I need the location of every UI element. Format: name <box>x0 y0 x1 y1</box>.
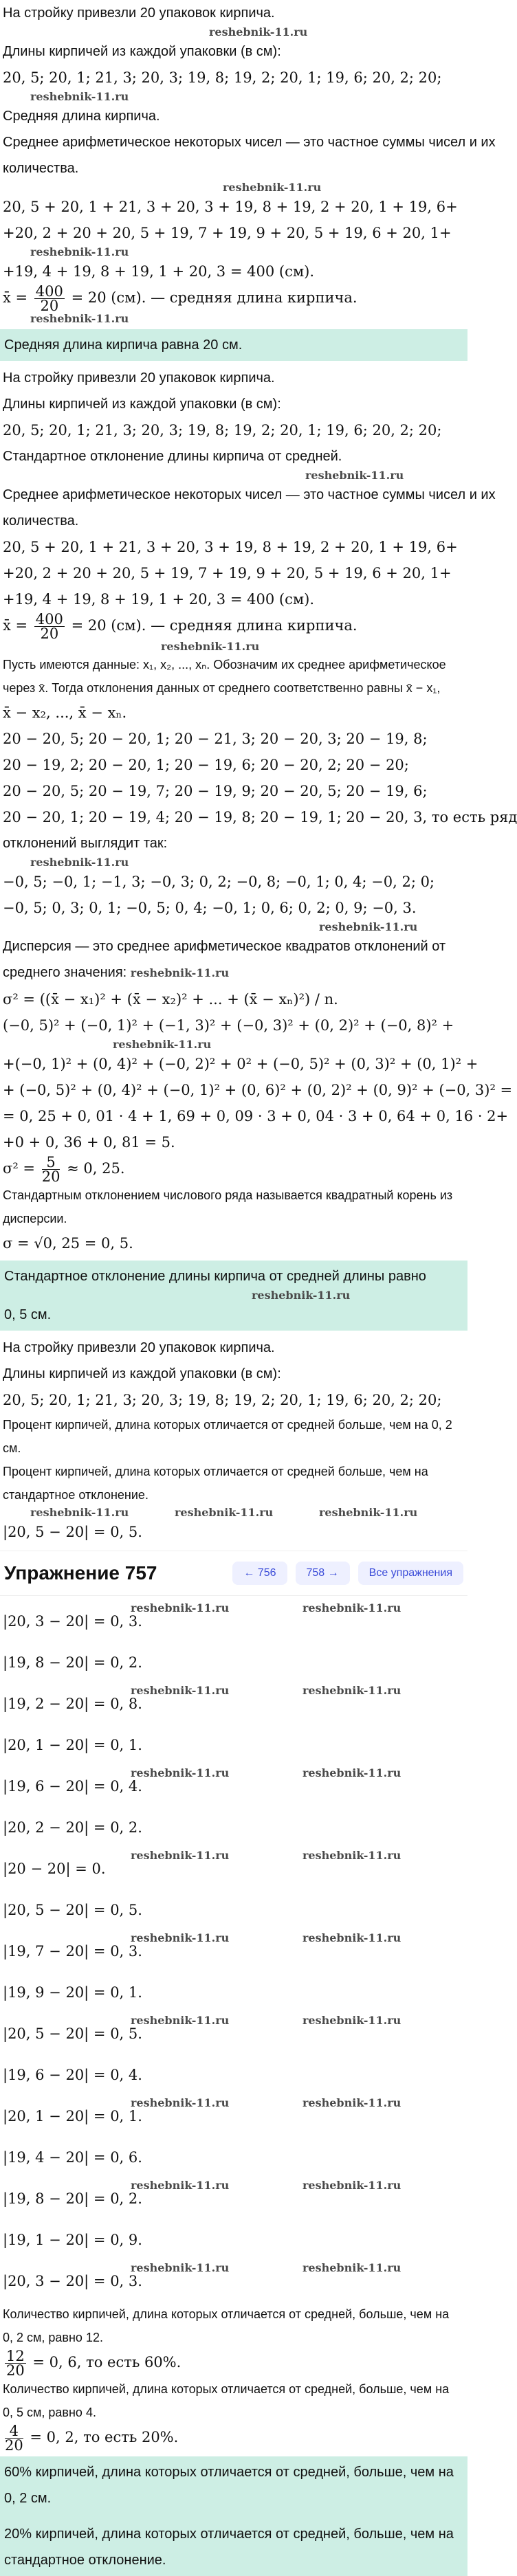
squares-line: + (−0, 5)² + (0, 4)² + (−0, 1)² + (0, 6)² + (0, 2)² + (0, 9)² + (−0, 3)² = <box>3 1082 513 1098</box>
abs-difference-row <box>0 1725 468 1766</box>
abs-difference: |19, 6 − 20| = 0, 4. <box>3 1778 142 1795</box>
part-std <box>0 365 517 1256</box>
data-given: x̄ − x₂, ..., x̄ − xₙ. <box>3 704 127 721</box>
abs-difference: |20, 2 − 20| = 0, 2. <box>3 1819 142 1836</box>
variance-formula: σ² = ((x̄ − x₁)² + (x̄ − x₂)² + ... + (x̄ − xₙ)²) / n. <box>3 991 338 1008</box>
watermark: reshebnik-11.ru <box>302 2261 402 2274</box>
abs-difference: |19, 6 − 20| = 0, 4. <box>3 2067 142 2083</box>
abs-differences-list <box>0 1601 468 2302</box>
part-percent <box>0 1335 468 1545</box>
lengths-label: Длины кирпичей из каждой упаковки (в см): <box>3 1366 281 1381</box>
sum-line: 20, 5 + 20, 1 + 21, 3 + 20, 3 + 19, 8 + 19, 2 + 20, 1 + 19, 6+ <box>3 199 458 215</box>
deviation-line: 20 − 20, 1; 20 − 19, 4; 20 − 19, 8; 20 − 19, 1; 20 − 20, 3, то есть ряд <box>3 809 517 825</box>
answer-text: стандартное отклонение. <box>4 2553 166 2568</box>
intro-text: На стройку привезли 20 упаковок кирпича. <box>3 1340 275 1355</box>
answer-mean <box>0 329 468 361</box>
abs-difference-row <box>0 1601 468 1643</box>
answer-text: 0, 2 см. <box>4 2491 52 2506</box>
squares-line: (−0, 5)² + (−0, 1)² + (−1, 3)² + (−0, 3)² + (0, 2)² + (−0, 8)² + <box>3 1017 454 1034</box>
subtitle: Средняя длина кирпича. <box>3 109 160 124</box>
watermark: reshebnik-11.ru <box>175 1506 274 1519</box>
abs-difference: |20, 5 − 20| = 0, 5. <box>3 2025 142 2042</box>
abs-difference: |20, 3 − 20| = 0, 3. <box>3 1613 142 1630</box>
abs-difference-row <box>0 1766 468 1808</box>
squares-line: = 0, 25 + 0, 01 · 4 + 1, 69 + 0, 09 · 3 + 0, 04 · 3 + 0, 64 + 0, 16 · 2+ <box>3 1108 509 1124</box>
abs-difference: |19, 2 − 20| = 0, 8. <box>3 1696 142 1712</box>
question-text: см. <box>3 1441 21 1455</box>
abs-difference: |19, 9 − 20| = 0, 1. <box>3 1984 142 2001</box>
watermark: reshebnik-11.ru <box>131 2014 230 2027</box>
abs-difference: |19, 7 − 20| = 0, 3. <box>3 1943 142 1959</box>
mean-definition: количества. <box>3 161 79 176</box>
abs-difference: |19, 8 − 20| = 0, 2. <box>3 1654 142 1671</box>
abs-difference: |19, 8 − 20| = 0, 2. <box>3 2190 142 2207</box>
watermark: reshebnik-11.ru <box>302 1849 402 1862</box>
lengths-list: 20, 5; 20, 1; 21, 3; 20, 3; 19, 8; 19, 2; 20, 1; 19, 6; 20, 2; 20; <box>3 422 442 438</box>
abs-difference: |19, 1 − 20| = 0, 9. <box>3 2232 142 2248</box>
abs-difference-row <box>0 2138 468 2179</box>
watermark: reshebnik-11.ru <box>252 1289 351 1302</box>
subtitle: Стандартное отклонение длины кирпича от средней. <box>3 449 342 464</box>
exercise-title: Упражнение 757 <box>4 1562 157 1584</box>
deviations-list: −0, 5; −0, 1; −1, 3; −0, 3; 0, 2; −0, 8; −0, 1; 0, 4; −0, 2; 0; <box>3 874 435 890</box>
abs-difference-row <box>0 1808 468 1849</box>
percent-calc: $\frac{12}{20}$ = 0, 6, то есть 60%. <box>6 2348 182 2379</box>
std-value: σ = √0, 25 = 0, 5. <box>3 1235 133 1252</box>
abs-difference: |20 − 20| = 0. <box>3 1861 106 1877</box>
watermark: reshebnik-11.ru <box>319 920 418 933</box>
lengths-list: 20, 5; 20, 1; 21, 3; 20, 3; 19, 8; 19, 2; 20, 1; 19, 6; 20, 2; 20; <box>3 1392 442 1408</box>
part-mean <box>0 0 496 325</box>
abs-difference-row <box>0 1684 468 1725</box>
abs-difference-row <box>0 2014 468 2055</box>
abs-difference: |20, 1 − 20| = 0, 1. <box>3 2108 142 2124</box>
abs-difference: |20, 5 − 20| = 0, 5. <box>3 1524 142 1540</box>
task-text: стандартное отклонение. <box>3 1488 148 1502</box>
watermark: reshebnik-11.ru <box>30 856 129 869</box>
abs-difference-row <box>0 1643 468 1684</box>
variance-definition: Дисперсия — это среднее арифметическое квадратов отклонений от <box>3 939 446 954</box>
data-given: через x̄. Тогда отклонения данных от среднего соответственно равны x̄ − x₁, <box>3 681 441 695</box>
sum-line: 20, 5 + 20, 1 + 21, 3 + 20, 3 + 19, 8 + 19, 2 + 20, 1 + 19, 6+ <box>3 539 458 555</box>
abs-difference-row <box>0 2220 468 2261</box>
abs-difference-row <box>0 1973 468 2014</box>
data-given: Пусть имеются данные: x₁, x₂, ..., xₙ. Обозначим их среднее арифметическое <box>3 658 446 671</box>
mean-definition: Среднее арифметическое некоторых чисел — это частное суммы чисел и их <box>3 487 496 502</box>
answer-percent <box>0 2456 468 2576</box>
watermark: reshebnik-11.ru <box>131 1601 230 1614</box>
sum-line: +19, 4 + 19, 8 + 19, 1 + 20, 3 = 400 (см). <box>3 591 315 608</box>
answer-text: 20% кирпичей, длина которых отличается от средней, больше, чем на <box>4 2527 454 2542</box>
watermark: reshebnik-11.ru <box>30 312 129 325</box>
intro-text: На стройку привезли 20 упаковок кирпича. <box>3 5 275 21</box>
count-text: 0, 2 см, равно 12. <box>3 2331 103 2344</box>
watermark: reshebnik-11.ru <box>302 2096 402 2109</box>
mean-calc: x̄ = $\frac{400}{20}$ = 20 (см). — средняя длина кирпича. <box>3 283 358 314</box>
watermark: reshebnik-11.ru <box>223 181 322 194</box>
watermark: reshebnik-11.ru <box>30 90 129 103</box>
abs-difference: |20, 5 − 20| = 0, 5. <box>3 1902 142 1918</box>
variance-definition: среднего значения: reshebnik-11.ru <box>3 959 465 986</box>
deviations-list: −0, 5; 0, 3; 0, 1; −0, 5; 0, 4; −0, 1; 0, 6; 0, 2; 0, 9; −0, 3. <box>3 900 417 916</box>
answer-text: 0, 5 см. <box>4 1307 52 1322</box>
task-text: Процент кирпичей, длина которых отличается от средней больше, чем на <box>3 1465 428 1478</box>
lengths-list: 20, 5; 20, 1; 21, 3; 20, 3; 19, 8; 19, 2; 20, 1; 19, 6; 20, 2; 20; <box>3 69 442 86</box>
exercise-header <box>0 1551 468 1596</box>
watermark: reshebnik-11.ru <box>305 469 404 482</box>
std-definition: дисперсии. <box>3 1212 67 1225</box>
watermark: reshebnik-11.ru <box>131 2179 230 2192</box>
mean-definition: количества. <box>3 513 79 529</box>
watermark: reshebnik-11.ru <box>302 1766 402 1779</box>
watermark: reshebnik-11.ru <box>161 640 260 653</box>
watermark: reshebnik-11.ru <box>209 25 308 38</box>
all-exercises-button[interactable]: Все упражнения <box>358 1562 463 1585</box>
lengths-label: Длины кирпичей из каждой упаковки (в см): <box>3 44 281 59</box>
percent-calc: $\frac{4}{20}$ = 0, 2, то есть 20%. <box>5 2423 179 2454</box>
count-text: Количество кирпичей, длина которых отличается от средней, больше, чем на <box>3 2307 450 2321</box>
abs-difference-row <box>0 2055 468 2096</box>
abs-difference-row <box>0 2179 468 2220</box>
abs-difference: |19, 4 − 20| = 0, 6. <box>3 2149 142 2166</box>
std-definition: Стандартным отклонением числового ряда называется квадратный корень из <box>3 1188 453 1202</box>
sum-line: +20, 2 + 20 + 20, 5 + 19, 7 + 19, 9 + 20, 5 + 19, 6 + 20, 1+ <box>3 565 452 581</box>
abs-difference-row <box>0 2261 468 2302</box>
sum-line: +19, 4 + 19, 8 + 19, 1 + 20, 3 = 400 (см). <box>3 263 315 280</box>
mean-calc: x̄ = $\frac{400}{20}$ = 20 (см). — средняя длина кирпича. <box>3 611 358 642</box>
abs-difference-row <box>0 1931 468 1973</box>
watermark: reshebnik-11.ru <box>30 245 129 258</box>
watermark: reshebnik-11.ru <box>130 966 230 979</box>
watermark: reshebnik-11.ru <box>302 2014 402 2027</box>
watermark: reshebnik-11.ru <box>302 1684 402 1697</box>
prev-exercise-button[interactable]: ← 756 <box>232 1562 287 1585</box>
answer-text: Средняя длина кирпича равна 20 см. <box>4 337 243 353</box>
deviation-line: отклонений выглядит так: <box>3 836 168 851</box>
answer-text: Стандартное отклонение длины кирпича от средней длины равно <box>4 1269 426 1284</box>
watermark: reshebnik-11.ru <box>113 1038 212 1051</box>
answer-text: 60% кирпичей, длина которых отличается от средней, больше, чем на <box>4 2465 454 2480</box>
watermark: reshebnik-11.ru <box>131 2261 230 2274</box>
watermark: reshebnik-11.ru <box>302 1931 402 1944</box>
abs-difference: |20, 3 − 20| = 0, 3. <box>3 2273 142 2289</box>
percent-results <box>0 2302 468 2452</box>
squares-line: +0 + 0, 36 + 0, 81 = 5. <box>3 1134 175 1151</box>
watermark: reshebnik-11.ru <box>131 1931 230 1944</box>
watermark: reshebnik-11.ru <box>131 1766 230 1779</box>
question-text: Процент кирпичей, длина которых отличается от средней больше, чем на 0, 2 <box>3 1418 452 1432</box>
deviation-line: 20 − 20, 5; 20 − 20, 1; 20 − 21, 3; 20 − 20, 3; 20 − 19, 8; <box>3 731 428 747</box>
watermark: reshebnik-11.ru <box>30 1506 129 1519</box>
deviation-line: 20 − 20, 5; 20 − 19, 7; 20 − 19, 9; 20 − 20, 5; 20 − 19, 6; <box>3 783 428 799</box>
watermark: reshebnik-11.ru <box>302 2179 402 2192</box>
next-exercise-button[interactable]: 758 → <box>296 1562 350 1585</box>
watermark: reshebnik-11.ru <box>302 1601 402 1614</box>
squares-line: +(−0, 1)² + (0, 4)² + (−0, 2)² + 0² + (−0, 5)² + (0, 3)² + (0, 1)² + <box>3 1056 478 1072</box>
answer-std <box>0 1261 468 1331</box>
count-text: Количество кирпичей, длина которых отличается от средней, больше, чем на <box>3 2382 450 2396</box>
abs-difference-row <box>0 1890 468 1931</box>
abs-difference-row <box>0 2096 468 2138</box>
watermark: reshebnik-11.ru <box>319 1506 418 1519</box>
deviation-line: 20 − 19, 2; 20 − 20, 1; 20 − 19, 6; 20 − 20, 2; 20 − 20; <box>3 757 409 773</box>
watermark: reshebnik-11.ru <box>131 1684 230 1697</box>
watermark: reshebnik-11.ru <box>131 2096 230 2109</box>
lengths-label: Длины кирпичей из каждой упаковки (в см): <box>3 397 281 412</box>
sum-line: +20, 2 + 20 + 20, 5 + 19, 7 + 19, 9 + 20, 5 + 19, 6 + 20, 1+ <box>3 225 452 241</box>
mean-definition: Среднее арифметическое некоторых чисел — это частное суммы чисел и их <box>3 135 496 150</box>
intro-text: На стройку привезли 20 упаковок кирпича. <box>3 370 275 386</box>
abs-difference: |20, 1 − 20| = 0, 1. <box>3 1737 142 1753</box>
variance-calc: σ² = $\frac{5}{20}$ ≈ 0, 25. <box>3 1154 125 1185</box>
watermark: reshebnik-11.ru <box>131 1849 230 1862</box>
count-text: 0, 5 см, равно 4. <box>3 2406 96 2419</box>
abs-difference-row <box>0 1849 468 1890</box>
